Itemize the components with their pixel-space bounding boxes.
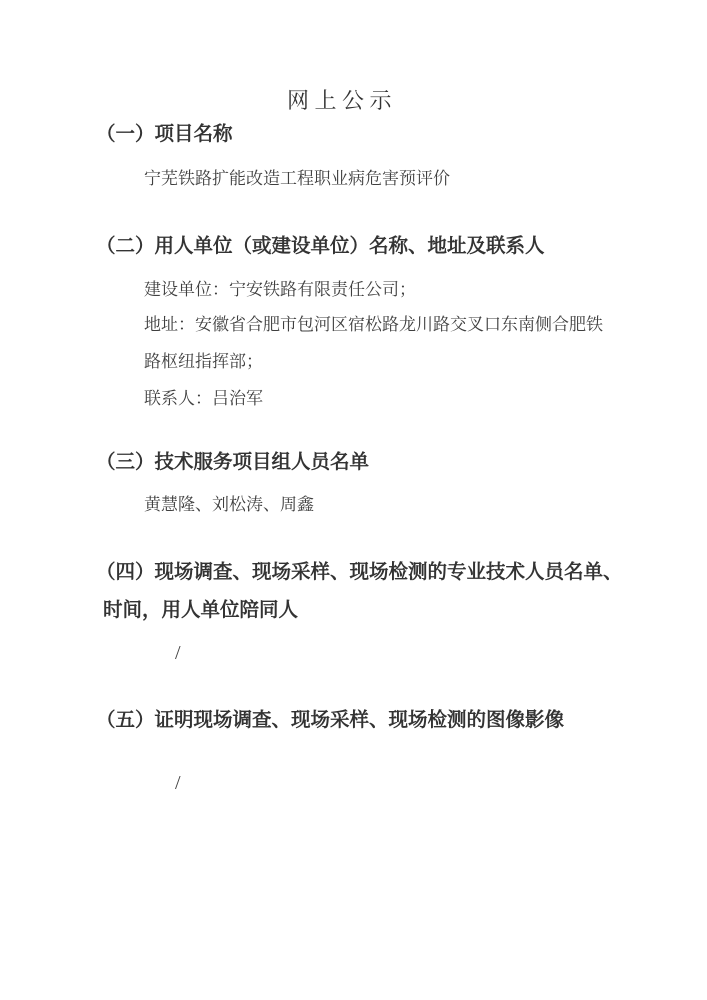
section-2-body-address-line-1: 地址：安徽省合肥市包河区宿松路龙川路交叉口东南侧合肥铁 [144, 315, 603, 334]
section-2-body-contact-person: 联系人：吕治军 [144, 389, 263, 408]
section-2-body-address-line-2: 路枢纽指挥部； [144, 352, 263, 371]
section-4-heading-line-1: （四）现场调查、现场采样、现场检测的专业技术人员名单、 [96, 562, 623, 583]
section-4-body-slash-placeholder: / [175, 642, 181, 664]
section-1-body: 宁芜铁路扩能改造工程职业病危害预评价 [144, 169, 450, 188]
document-title: 网 上 公 示 [287, 88, 392, 113]
section-3-body-personnel-names: 黄慧隆、刘松涛、周鑫 [144, 495, 314, 514]
section-5-heading: （五）证明现场调查、现场采样、现场检测的图像影像 [96, 710, 565, 731]
section-2-heading: （二）用人单位（或建设单位）名称、地址及联系人 [96, 236, 545, 257]
section-2-body-construction-unit: 建设单位：宁安铁路有限责任公司； [144, 280, 416, 299]
section-3-heading: （三）技术服务项目组人员名单 [96, 452, 370, 473]
section-4-heading-line-2: 时间，用人单位陪同人 [103, 600, 299, 621]
section-1-heading: （一）项目名称 [96, 124, 233, 145]
section-5-body-slash-placeholder: / [175, 772, 181, 794]
